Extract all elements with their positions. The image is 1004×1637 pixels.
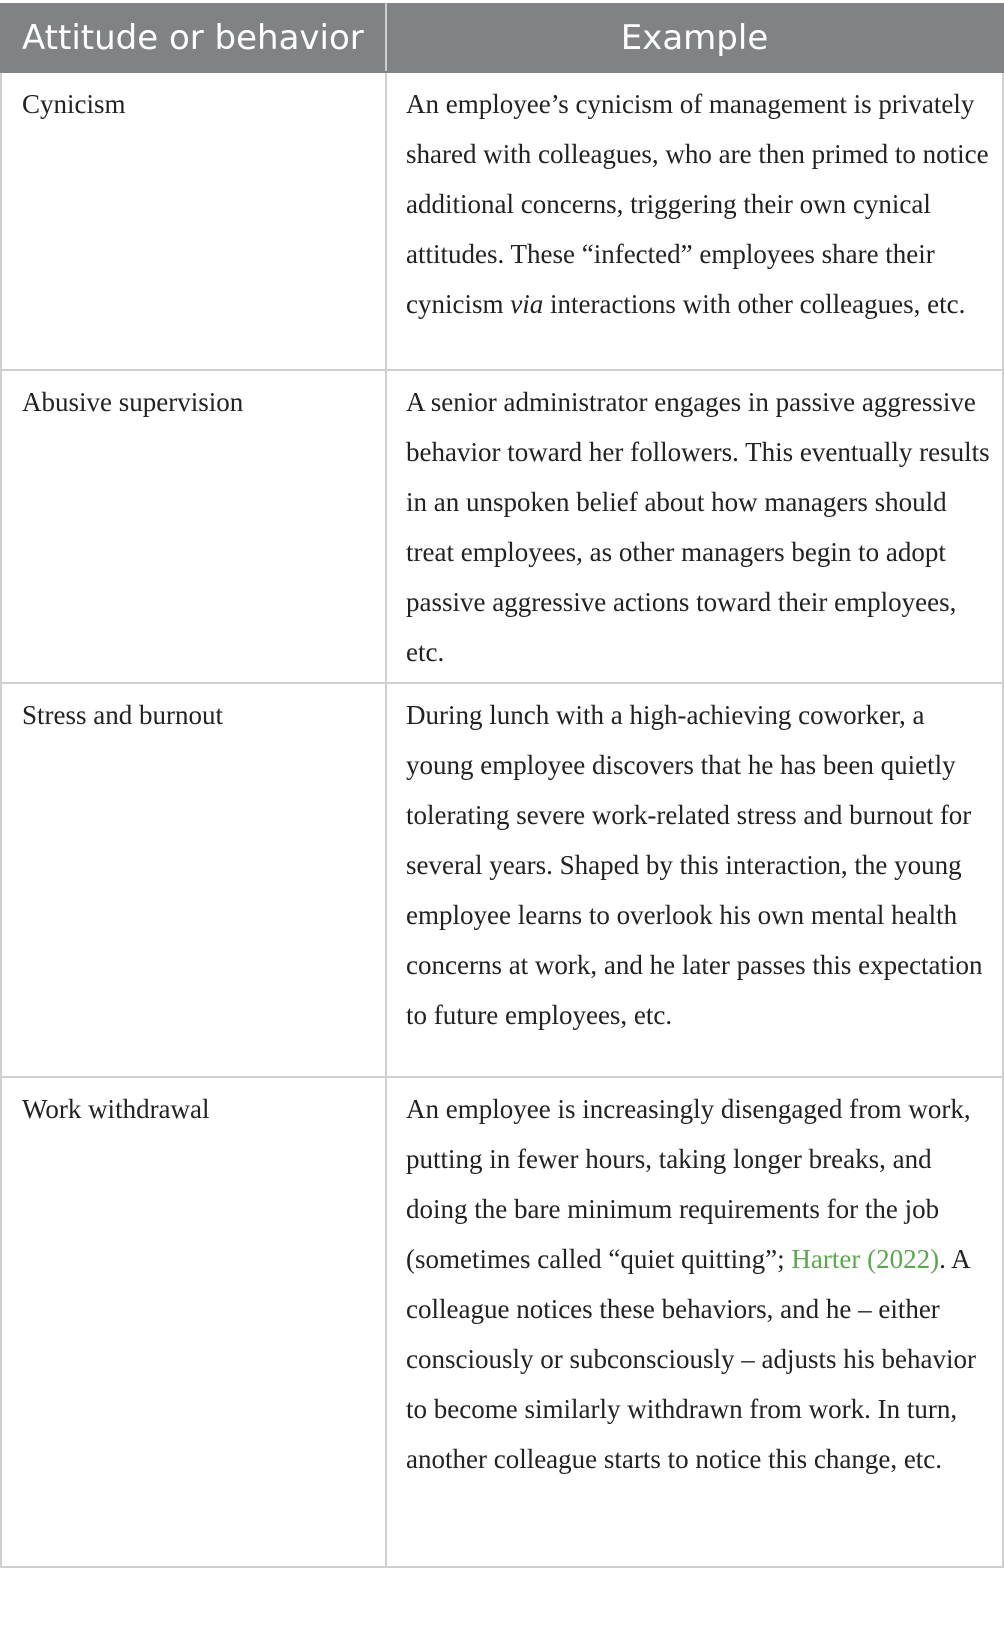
citation-link[interactable]: Harter (2022) [791, 1244, 940, 1274]
example-emphasis: via [510, 289, 544, 319]
example-text: . A colleague notices these behaviors, and he – either consciously or subconsciously – adjusts his behavior to become similarly withdrawn from work. In turn, another colleague starts to notice this change, etc. [406, 1244, 976, 1474]
data-table [0, 3, 1004, 1568]
column-header-attitude: Attitude or behavior [1, 4, 386, 72]
table-row [1, 1077, 1003, 1567]
table-row [1, 72, 1003, 370]
table-row [1, 370, 1003, 683]
example-cell: During lunch with a high-achieving coworker, a young employee discovers that he has been quietly tolerating severe work-related stress and burnout for several years. Shaped by this interaction, the young employee learns to overlook his own mental health concerns at work, and he later passes this expectation to future employees, etc. [386, 683, 1003, 1077]
attitude-cell: Abusive supervision [1, 370, 386, 683]
table-row [1, 683, 1003, 1077]
attitude-cell: Cynicism [1, 72, 386, 370]
attitude-cell: Stress and burnout [1, 683, 386, 1077]
column-header-example: Example [386, 4, 1003, 72]
example-cell: A senior administrator engages in passive aggressive behavior toward her followers. This eventually results in an unspoken belief about how managers should treat employees, as other managers begin to adopt passive aggressive actions toward their employees, etc. [386, 370, 1003, 683]
example-cell [386, 1077, 1003, 1567]
example-text: An employee is increasingly disengaged from work, putting in fewer hours, taking longer breaks, and doing the bare minimum requirements for the job (sometimes called “quiet quitting”; [406, 1094, 971, 1274]
example-cell [386, 72, 1003, 370]
header-row [1, 4, 1003, 72]
example-text: interactions with other colleagues, etc. [543, 289, 966, 319]
attitude-cell: Work withdrawal [1, 1077, 386, 1567]
example-text: An employee’s cynicism of management is privately shared with colleagues, who are then primed to notice additional concerns, triggering their own cynical attitudes. These “infected” employees share their cynicism [406, 89, 989, 319]
